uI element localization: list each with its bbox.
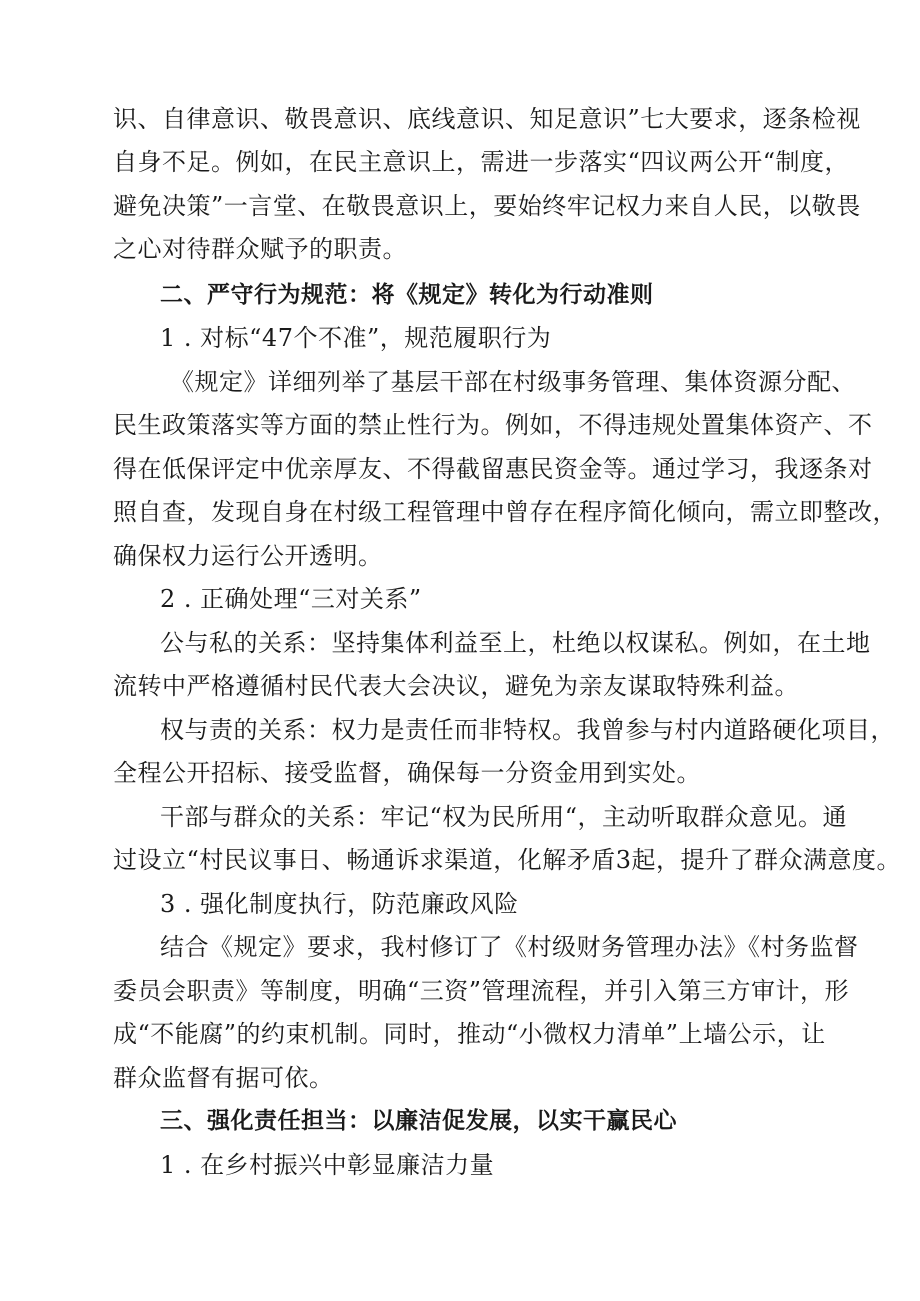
section-heading-3: 三、强化责任担当：以廉洁促发展，以实干赢民心 <box>160 1108 677 1134</box>
paragraph-line: 民生政策落实等方面的禁止性行为。例如，不得违规处置集体资产、不 <box>113 411 873 439</box>
paragraph-line: 干部与群众的关系：牢记“权为民所用“，主动听取群众意见。通 <box>160 803 848 831</box>
paragraph-line: 识、自律意识、敬畏意识、底线意识、知足意识”七大要求，逐条检视 <box>113 105 861 133</box>
subsection-heading-2-1: 1 . 对标“47个不准”，规范履职行为 <box>160 324 552 352</box>
paragraph-line: 照自查，发现自身在村级工程管理中曾存在程序简化倾向，需立即整改， <box>113 498 897 526</box>
paragraph-line: 委员会职责》等制度，明确“三资”管理流程，并引入第三方审计，形 <box>113 977 850 1005</box>
subsection-heading-3-1: 1 . 在乡村振兴中彰显廉洁力量 <box>160 1151 495 1179</box>
paragraph-line: 得在低保评定中优亲厚友、不得截留惠民资金等。通过学习，我逐条对 <box>113 455 873 483</box>
paragraph-line: 《规定》详细列举了基层干部在村级事务管理、集体资源分配、 <box>170 368 856 396</box>
paragraph-line: 过设立“村民议事日、畅通诉求渠道，化解矛盾3起，提升了群众满意度。 <box>113 846 902 874</box>
paragraph-line: 权与责的关系：权力是责任而非特权。我曾参与村内道路硬化项目， <box>160 716 895 744</box>
paragraph-line: 确保权力运行公开透明。 <box>113 542 383 570</box>
paragraph-line: 之心对待群众赋予的职责。 <box>113 235 407 263</box>
paragraph-line: 成“不能腐”的约束机制。同时，推动“小微权力清单”上墙公示，让 <box>113 1020 826 1048</box>
paragraph-line: 流转中严格遵循村民代表大会决议，避免为亲友谋取特殊利益。 <box>113 672 799 700</box>
subsection-heading-2-2: 2 . 正确处理“三对关系” <box>160 585 422 613</box>
section-heading-2: 二、严守行为规范：将《规定》转化为行动准则 <box>160 282 654 308</box>
paragraph-line: 群众监督有据可依。 <box>113 1064 334 1092</box>
paragraph-line: 全程公开招标、接受监督，确保每一分资金用到实处。 <box>113 759 701 787</box>
paragraph-line: 公与私的关系：坚持集体利益至上，杜绝以权谋私。例如，在土地 <box>160 629 871 657</box>
paragraph-line: 结合《规定》要求，我村修订了《村级财务管理办法》《村务监督 <box>160 933 859 961</box>
paragraph-line: 避免决策”一言堂、在敬畏意识上，要始终牢记权力来自人民，以敬畏 <box>113 192 861 220</box>
paragraph-line: 自身不足。例如，在民主意识上，需进一步落实“四议两公开“制度， <box>113 148 850 176</box>
subsection-heading-2-3: 3 . 强化制度执行，防范廉政风险 <box>160 890 519 918</box>
